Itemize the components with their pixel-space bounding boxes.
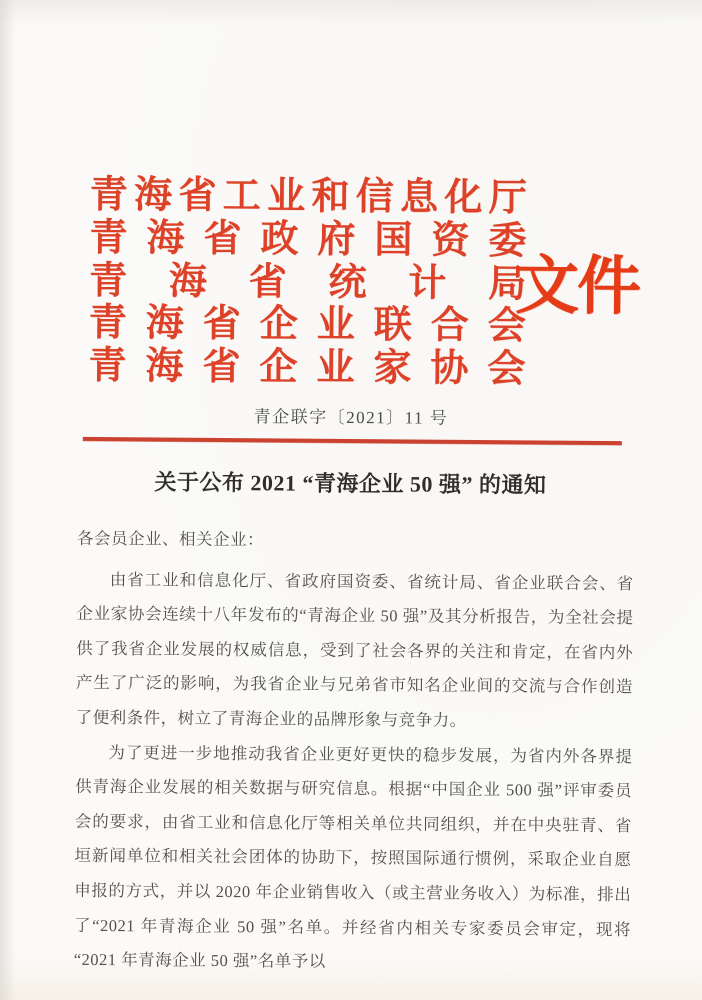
document-body: [74, 522, 635, 982]
org-name-line-3: 青海省统计局: [88, 259, 527, 305]
red-divider-line: [83, 437, 622, 445]
org-name-line-1: 青海省工业和信息化厅: [89, 173, 527, 220]
org-name-line-4: 青海省企业联合会: [88, 302, 526, 348]
paragraph-1: 由省工业和信息化厅、省政府国资委、省统计局、省企业联合会、省企业家协会连续十八年发布的“青海企业 50 强”及其分析报告，为全社会提供了我省企业发展的权威信息，受到了社会各界的关注和肯定，在省内外产生了广泛的影响，为我省企业与兄弟省市知名企业间的交流与合作创造了便利条件，树立了青海企业的品牌形象与竞争力。: [75, 569, 634, 730]
document-number: 青企联字〔2021〕11 号: [253, 407, 449, 428]
document-title: 关于公布 2021 “青海企业 50 强” 的通知: [154, 469, 547, 498]
org-name-line-2: 青海省政府国资委: [89, 216, 527, 263]
letterhead-document-word: 文件: [514, 250, 640, 323]
letterhead: [3, 0, 702, 391]
letterhead-org-lines: [88, 174, 527, 391]
org-name-line-5: 青海省企业家协会: [88, 345, 526, 391]
paragraph-2: 为了更进一步地推动我省企业更好更快的稳步发展，为省内外各界提供青海企业发展的相关数据与研究信息。根据“中国企业 500 强”评审委员会的要求，由省工业和信息化厅等相关单位共同组织，并在中央驻青、省垣新闻单位和相关社会团体的协助下，按照国际通行惯例，采取企业自愿申报的方式，并以 2020 年企业销售收入（或主营业务收入）为标准，排出了“2021 年青海企业 50 强”名单。并经省内相关专家委员会审定，现将“2021 年青海企业 50 强”名单予以: [73, 742, 633, 971]
salutation: 各会员企业、相关企业：: [76, 528, 265, 550]
